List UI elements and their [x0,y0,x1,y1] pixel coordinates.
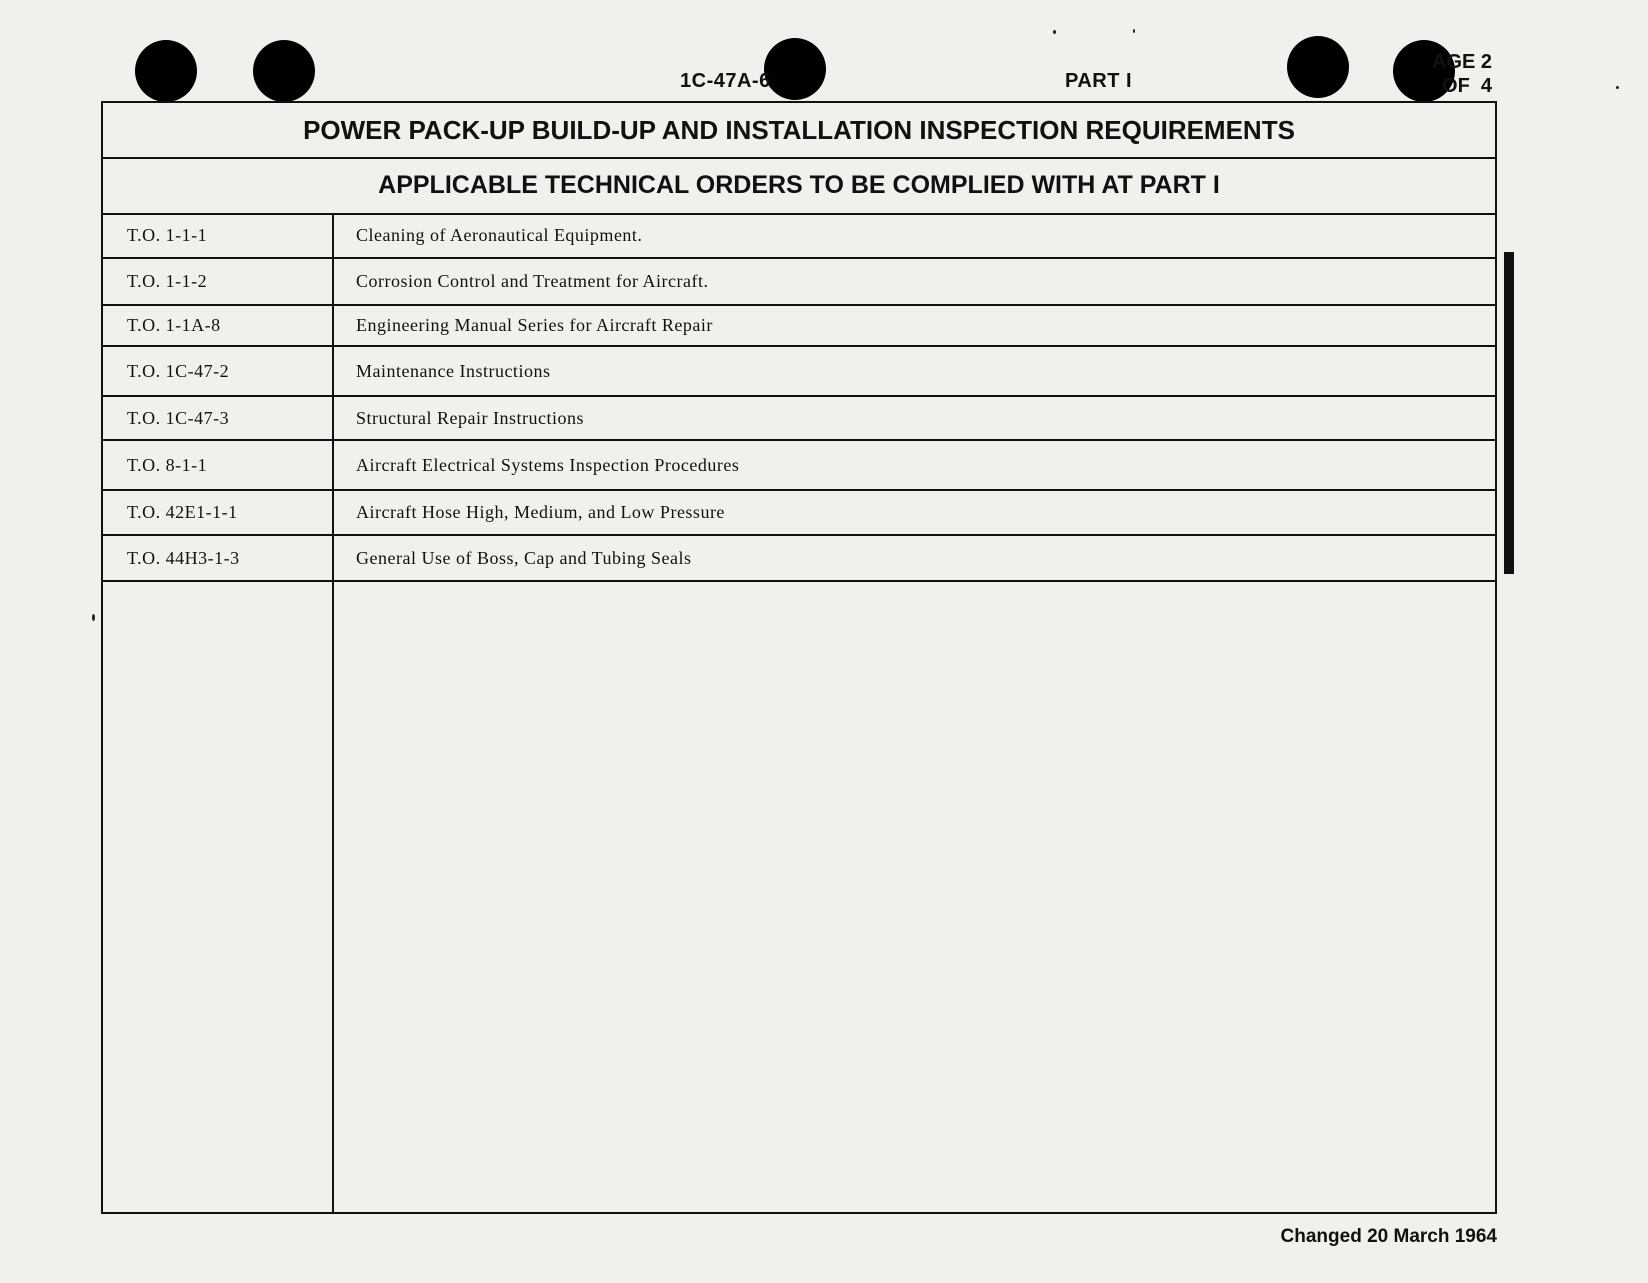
change-bar [1504,252,1514,574]
technical-order-list [103,213,1495,582]
table-row [103,397,1495,441]
document-number: 1C-47A-6 [680,70,771,92]
speck [1053,30,1056,34]
form-title: POWER PACK-UP BUILD-UP AND INSTALLATION INSPECTION REQUIREMENTS [103,103,1495,159]
to-number: T.O. 1-1-2 [127,271,208,291]
table-row [103,441,1495,491]
speck [1616,86,1619,89]
form-subtitle: APPLICABLE TECHNICAL ORDERS TO BE COMPLIED WITH AT PART I [103,157,1495,215]
to-number: T.O. 1C-47-3 [127,407,230,428]
table-row [103,213,1495,259]
table-row [103,259,1495,306]
table-row [103,306,1495,347]
to-title: General Use of Boss, Cap and Tubing Seals [356,547,692,568]
to-title: Aircraft Electrical Systems Inspection Procedures [356,454,740,475]
to-number: T.O. 1-1-1 [127,224,208,245]
to-title: Aircraft Hose High, Medium, and Low Pressure [356,502,725,522]
punch-hole [135,40,197,102]
to-number: T.O. 8-1-1 [127,454,208,475]
part-label: PART I [1065,70,1133,92]
speck [92,614,95,621]
to-title: Structural Repair Instructions [356,407,584,428]
page-number-line1: AGE 2 [1432,51,1493,73]
table-row [103,536,1495,582]
to-number: T.O. 44H3-1-3 [127,547,240,568]
punch-hole [253,40,315,102]
to-number: T.O. 1-1A-8 [127,315,221,335]
to-title: Corrosion Control and Treatment for Aircraft. [356,271,709,291]
to-title: Maintenance Instructions [356,360,551,381]
to-title: Cleaning of Aeronautical Equipment. [356,224,643,245]
punch-hole [764,38,826,100]
speck [1133,29,1135,33]
table-row [103,491,1495,536]
to-number: T.O. 1C-47-2 [127,360,230,381]
punch-hole [1287,36,1349,98]
table-row [103,347,1495,397]
page-number-line2: OF 4 [1442,75,1493,97]
page-number [1432,50,1492,98]
inspection-form [101,101,1497,1214]
change-note: Changed 20 March 1964 [1280,1226,1497,1247]
to-number: T.O. 42E1-1-1 [127,502,238,522]
to-title: Engineering Manual Series for Aircraft Repair [356,315,713,335]
